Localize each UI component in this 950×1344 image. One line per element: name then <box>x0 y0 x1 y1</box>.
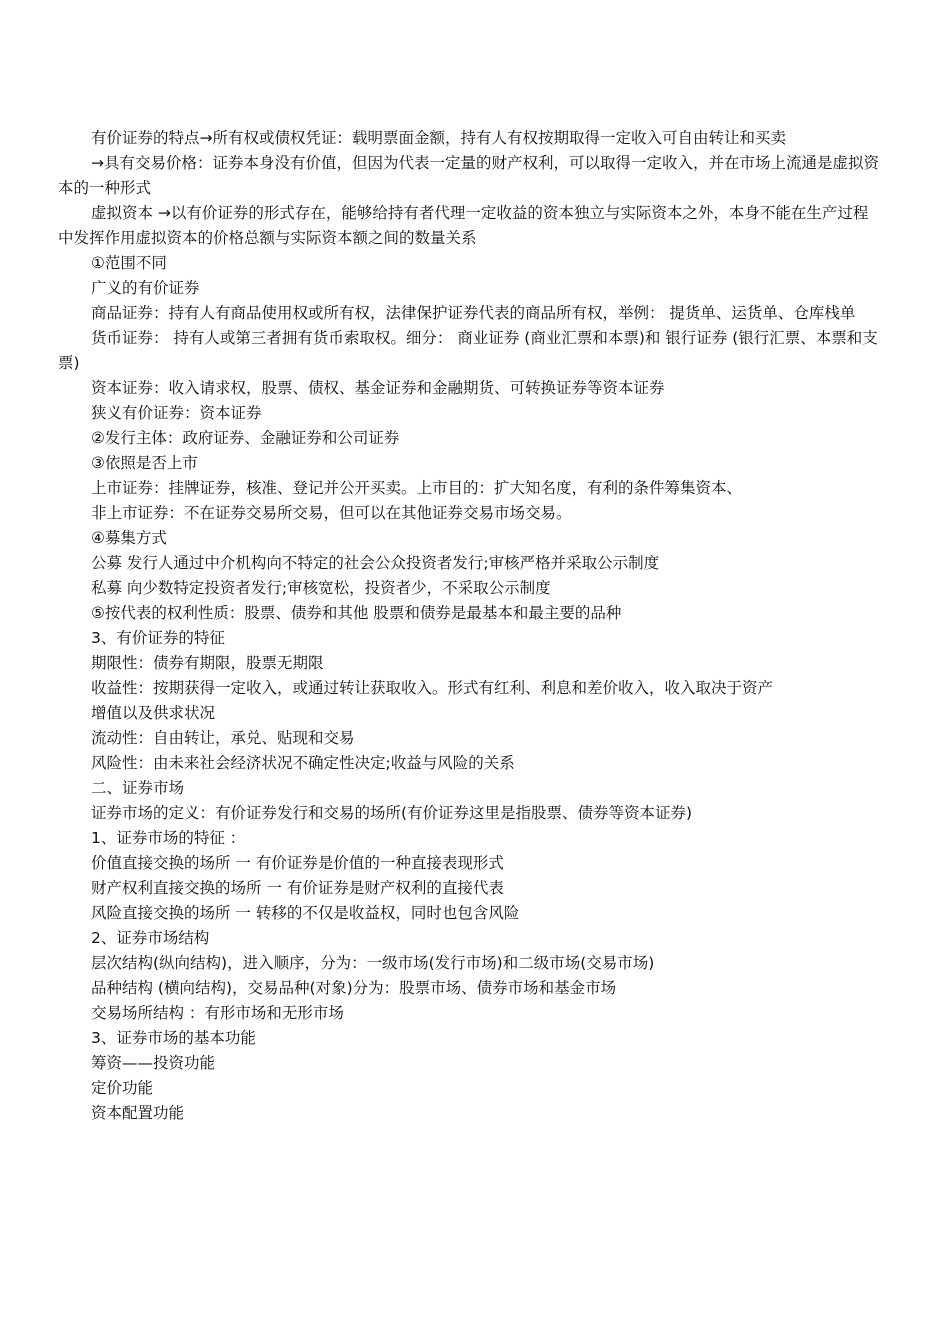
paragraph: 流动性：自由转让，承兑、贴现和交易 <box>91 729 355 747</box>
section-heading: 3、有价证券的特征 <box>91 629 225 647</box>
paragraph: 资本配置功能 <box>91 1104 185 1122</box>
paragraph: ④募集方式 <box>91 529 167 547</box>
paragraph: 增值以及供求状况 <box>91 704 216 722</box>
section-heading: 3、证券市场的基本功能 <box>91 1029 256 1047</box>
section-heading: 1、证券市场的特征 ： <box>91 829 246 847</box>
paragraph: 层次结构(纵向结构)，进入顺序，分为：一级市场(发行市场)和二级市场(交易市场) <box>91 954 655 972</box>
paragraph: ②发行主体：政府证券、金融证券和公司证券 <box>91 429 400 447</box>
paragraph: 货币证券： 持有人或第三者拥有货币索取权。细分： 商业证券 (商业汇票和本票)和 银行证券 (银行汇票、本票和支票) <box>58 329 878 372</box>
paragraph: 证券市场的定义：有价证券发行和交易的场所(有价证券这里是指股票、债券等资本证券) <box>91 804 693 822</box>
paragraph: 虚拟资本 →以有价证券的形式存在，能够给持有者代理一定收益的资本独立与实际资本之外，本身不能在生产过程中发挥作用虚拟资本的价格总额与实际资本额之间的数量关系 <box>58 204 869 247</box>
paragraph: →具有交易价格：证券本身没有价值，但因为代表一定量的财产权利，可以取得一定收入，并在市场上流通是虚拟资本的一种形式 <box>58 154 879 197</box>
paragraph: 风险直接交换的场所 一 转移的不仅是收益权，同时也包含风险 <box>91 904 520 922</box>
paragraph: 期限性：债券有期限，股票无期限 <box>91 654 324 672</box>
paragraph: 私募 向少数特定投资者发行;审核宽松，投资者少，不采取公示制度 <box>91 579 551 597</box>
paragraph: 资本证券：收入请求权，股票、债权、基金证券和金融期货、可转换证券等资本证券 <box>91 379 665 397</box>
paragraph: 品种结构 (横向结构)，交易品种(对象)分为：股票市场、债券市场和基金市场 <box>91 979 617 997</box>
paragraph: ③依照是否上市 <box>91 454 198 472</box>
paragraph: 有价证券的特点→所有权或债权凭证：载明票面金额，持有人有权按期取得一定收入可自由转让和买卖 <box>91 129 786 147</box>
paragraph: 交易场所结构 ：有形市场和无形市场 <box>91 1004 344 1022</box>
paragraph: 财产权利直接交换的场所 一 有价证券是财产权利的直接代表 <box>91 879 504 897</box>
section-heading: 2、证券市场结构 <box>91 929 210 947</box>
section-heading: 二、证券市场 <box>91 779 185 797</box>
paragraph: 狭义有价证券：资本证券 <box>91 404 262 422</box>
paragraph: 公募 发行人通过中介机构向不特定的社会公众投资者发行;审核严格并采取公示制度 <box>91 554 660 572</box>
paragraph: 筹资——投资功能 <box>91 1054 216 1072</box>
document-body <box>58 126 880 1126</box>
paragraph: ①范围不同 <box>91 254 167 272</box>
paragraph: 商品证券：持有人有商品使用权或所有权，法律保护证券代表的商品所有权，举例： 提货单、运货单、仓库栈单 <box>91 304 856 322</box>
paragraph: 广义的有价证券 <box>91 279 200 297</box>
paragraph: 收益性：按期获得一定收入，或通过转让获取收入。形式有红利、利息和差价收入，收入取决于资产 <box>91 679 774 697</box>
paragraph: ⑤按代表的权利性质：股票、债券和其他 股票和债券是最基本和最主要的品种 <box>91 604 622 622</box>
paragraph: 风险性：由未来社会经济状况不确定性决定;收益与风险的关系 <box>91 754 515 772</box>
paragraph: 价值直接交换的场所 一 有价证券是价值的一种直接表现形式 <box>91 854 504 872</box>
paragraph: 非上市证券：不在证券交易所交易，但可以在其他证券交易市场交易。 <box>91 504 572 522</box>
paragraph: 定价功能 <box>91 1079 154 1097</box>
paragraph: 上市证券：挂牌证券，核准、登记并公开买卖。上市目的：扩大知名度，有利的条件筹集资本、 <box>91 479 743 497</box>
